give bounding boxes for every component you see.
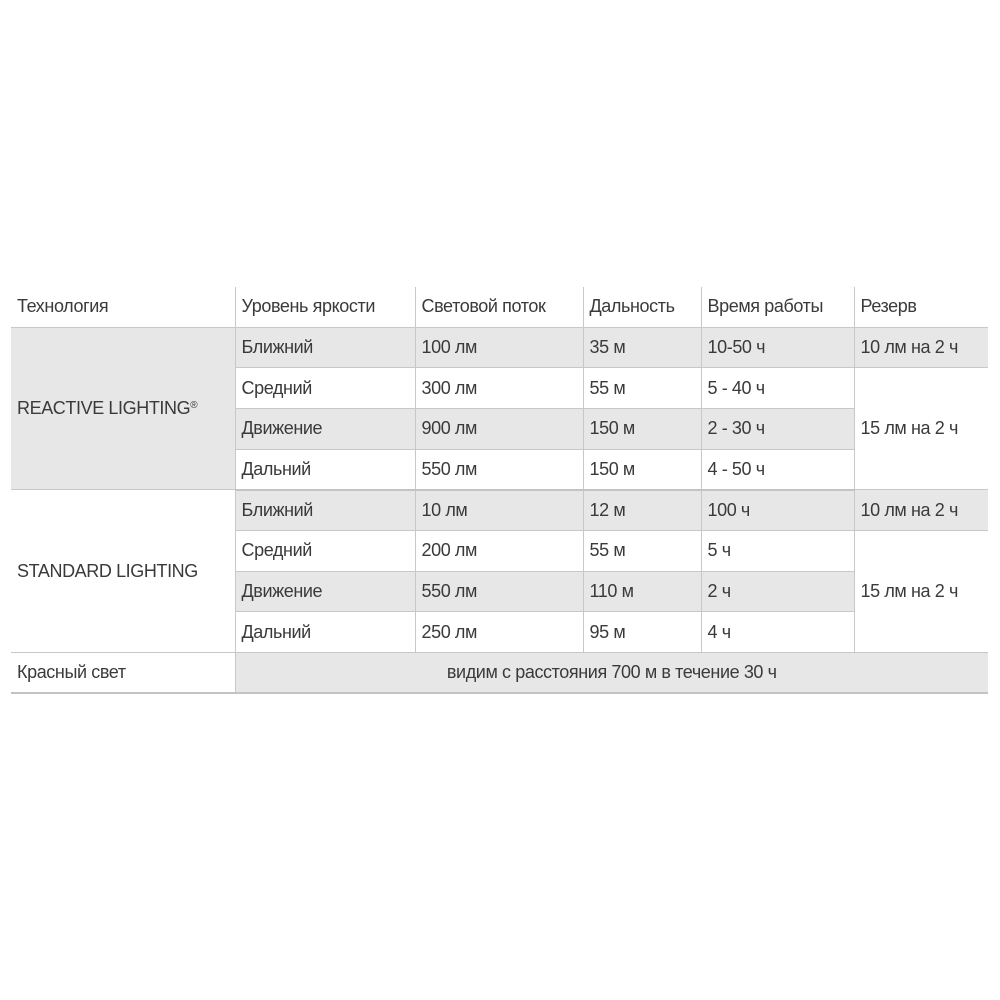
range-cell: 12 м — [583, 490, 701, 531]
range-cell: 35 м — [583, 327, 701, 368]
header-reserve: Резерв — [854, 287, 988, 327]
flux-cell: 550 лм — [415, 571, 583, 612]
technology-cell-standard: STANDARD LIGHTING — [11, 490, 235, 653]
red-light-label: Красный свет — [11, 653, 235, 694]
header-technology: Технология — [11, 287, 235, 327]
reserve-cell: 10 лм на 2 ч — [854, 327, 988, 368]
runtime-cell: 100 ч — [701, 490, 854, 531]
header-luminous-flux: Световой поток — [415, 287, 583, 327]
runtime-cell: 2 ч — [701, 571, 854, 612]
range-cell: 55 м — [583, 530, 701, 571]
level-cell: Дальний — [235, 449, 415, 490]
red-light-value: видим с расстояния 700 м в течение 30 ч — [235, 653, 988, 694]
flux-cell: 100 лм — [415, 327, 583, 368]
flux-cell: 300 лм — [415, 368, 583, 409]
runtime-cell: 10-50 ч — [701, 327, 854, 368]
flux-cell: 550 лм — [415, 449, 583, 490]
header-brightness-level: Уровень яркости — [235, 287, 415, 327]
range-cell: 95 м — [583, 612, 701, 653]
runtime-cell: 2 - 30 ч — [701, 408, 854, 449]
reserve-cell: 10 лм на 2 ч — [854, 490, 988, 531]
flux-cell: 900 лм — [415, 408, 583, 449]
flux-cell: 200 лм — [415, 530, 583, 571]
reserve-cell-merged: 15 лм на 2 ч — [854, 368, 988, 490]
technology-name: REACTIVE LIGHTING — [17, 397, 191, 418]
range-cell: 150 м — [583, 449, 701, 490]
lighting-specs-table — [11, 287, 988, 694]
header-runtime: Время работы — [701, 287, 854, 327]
level-cell: Ближний — [235, 327, 415, 368]
level-cell: Средний — [235, 530, 415, 571]
level-cell: Дальний — [235, 612, 415, 653]
level-cell: Движение — [235, 408, 415, 449]
runtime-cell: 5 - 40 ч — [701, 368, 854, 409]
registered-mark: ® — [190, 399, 198, 411]
runtime-cell: 4 ч — [701, 612, 854, 653]
level-cell: Средний — [235, 368, 415, 409]
range-cell: 55 м — [583, 368, 701, 409]
level-cell: Ближний — [235, 490, 415, 531]
reserve-cell-merged: 15 лм на 2 ч — [854, 530, 988, 652]
range-cell: 150 м — [583, 408, 701, 449]
flux-cell: 250 лм — [415, 612, 583, 653]
flux-cell: 10 лм — [415, 490, 583, 531]
header-range: Дальность — [583, 287, 701, 327]
level-cell: Движение — [235, 571, 415, 612]
runtime-cell: 4 - 50 ч — [701, 449, 854, 490]
range-cell: 110 м — [583, 571, 701, 612]
specs-table-container — [11, 287, 988, 694]
table-row — [11, 327, 988, 368]
table-row — [11, 490, 988, 531]
table-header-row — [11, 287, 988, 327]
runtime-cell: 5 ч — [701, 530, 854, 571]
table-row-red-light — [11, 653, 988, 694]
technology-cell-reactive — [11, 327, 235, 490]
